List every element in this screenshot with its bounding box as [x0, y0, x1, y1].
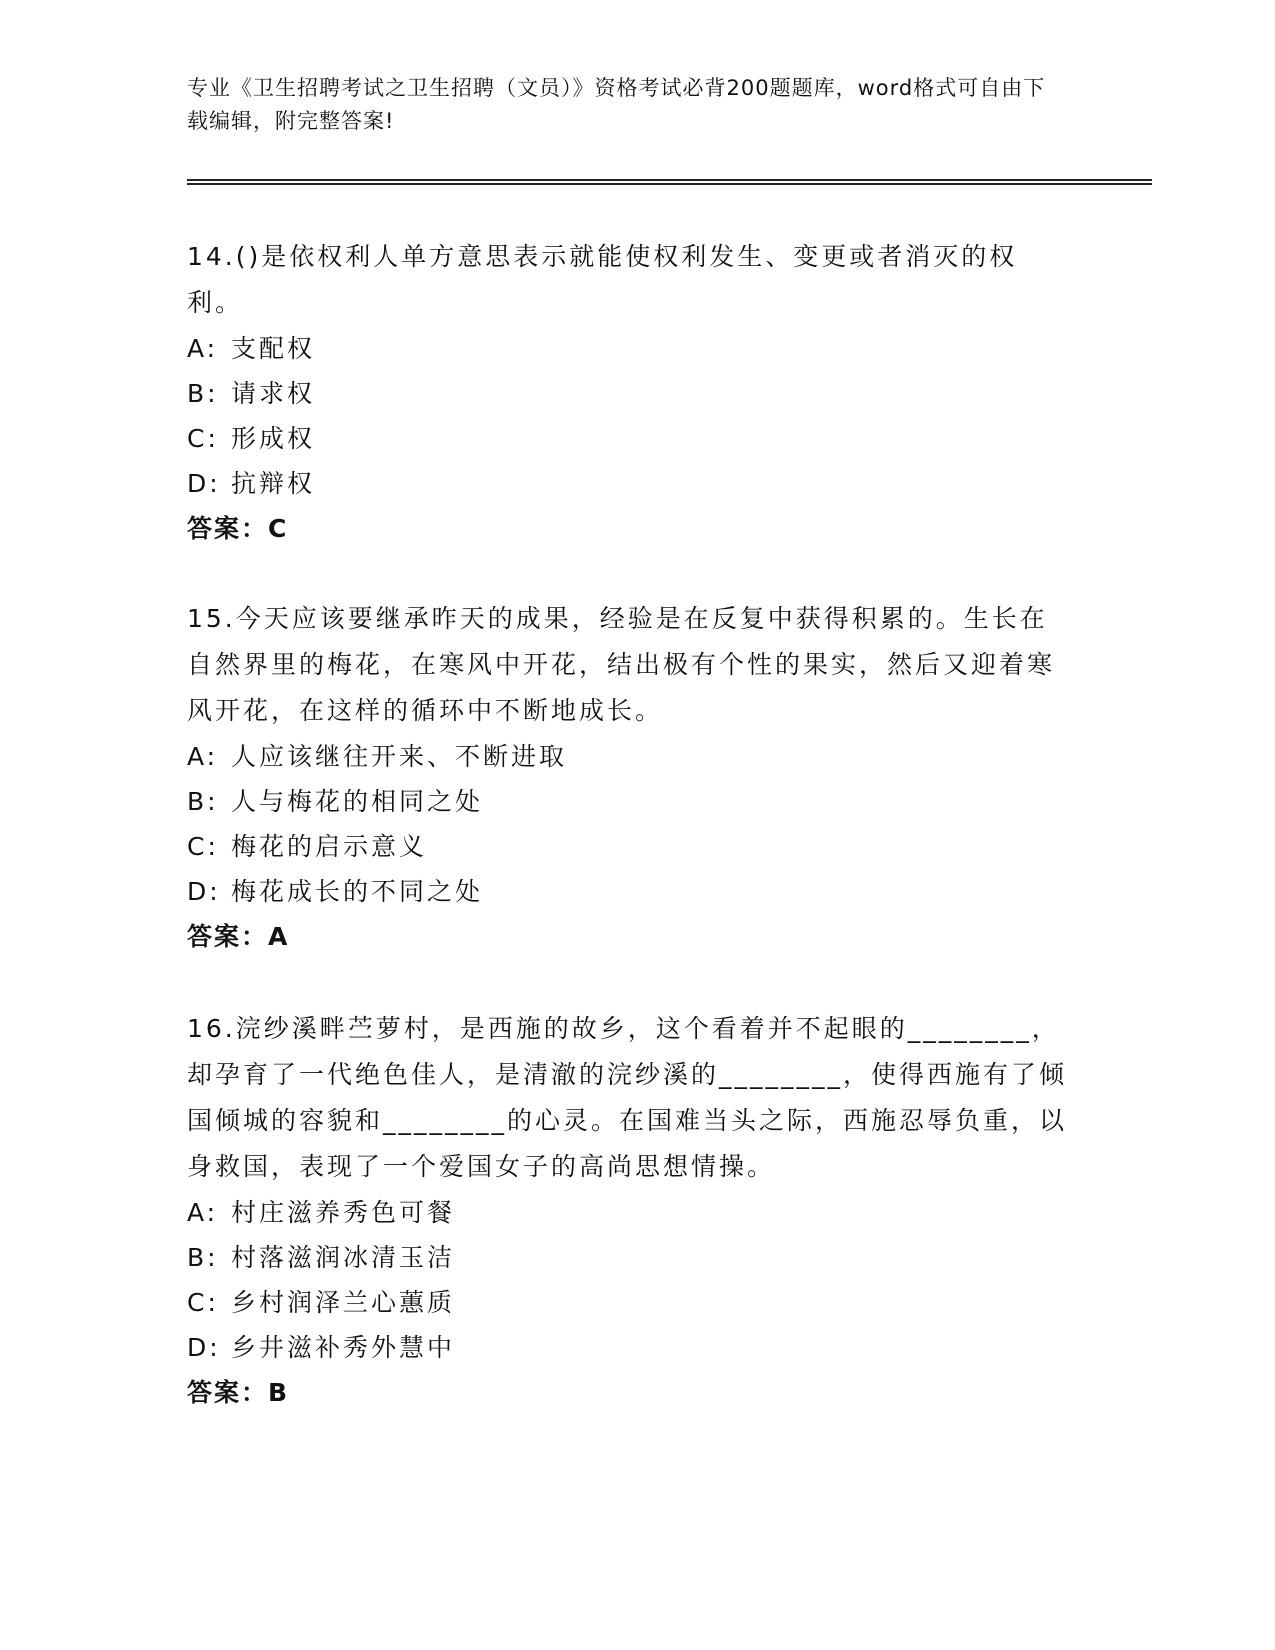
- option-text: 抗辩权: [231, 469, 316, 498]
- question-15: [187, 596, 1067, 960]
- question-stem: 15.今天应该要继承昨天的成果，经验是在反复中获得积累的。生长在自然界里的梅花，在寒风中开花，结出极有个性的果实，然后又迎着寒风开花，在这样的循环中不断地成长。: [187, 604, 1056, 725]
- option-letter: A:: [187, 742, 219, 771]
- option-text: 形成权: [231, 424, 316, 453]
- header-double-rule: [187, 179, 1152, 185]
- option-text: 支配权: [231, 334, 316, 363]
- option-a: [187, 734, 1067, 779]
- option-d: [187, 461, 1067, 506]
- option-d: [187, 1325, 1067, 1370]
- option-text: 请求权: [231, 379, 316, 408]
- answer-line: 答案：A: [187, 922, 290, 951]
- option-text: 乡村润泽兰心蕙质: [231, 1288, 456, 1317]
- option-letter: B:: [187, 787, 219, 816]
- option-letter: B:: [187, 1243, 219, 1272]
- option-letter: A:: [187, 334, 219, 363]
- option-letter: C:: [187, 1288, 219, 1317]
- option-d: [187, 869, 1067, 914]
- option-text: 梅花的启示意义: [231, 832, 428, 861]
- option-a: [187, 1190, 1067, 1235]
- option-c: [187, 416, 1067, 461]
- option-text: 村落滋润冰清玉洁: [231, 1243, 456, 1272]
- option-text: 乡井滋补秀外慧中: [231, 1333, 456, 1362]
- option-letter: A:: [187, 1198, 219, 1227]
- answer-line: 答案：C: [187, 514, 289, 543]
- option-b: [187, 371, 1067, 416]
- question-stem: 16.浣纱溪畔苎萝村，是西施的故乡，这个看着并不起眼的________，却孕育了一代绝色佳人，是清澈的浣纱溪的________，使得西施有了倾国倾城的容貌和________的心灵。在国难当头之际，西施忍辱负重，以身救国，表现了一个爱国女子的高尚思想情操。: [187, 1014, 1068, 1181]
- question-16: [187, 1006, 1067, 1416]
- option-c: [187, 1280, 1067, 1325]
- option-c: [187, 824, 1067, 869]
- question-14: [187, 234, 1067, 552]
- question-stem: 14.()是依权利人单方意思表示就能使权利发生、变更或者消灭的权利。: [187, 242, 1018, 317]
- option-letter: D:: [187, 1333, 221, 1362]
- option-text: 梅花成长的不同之处: [231, 877, 484, 906]
- option-letter: B:: [187, 379, 219, 408]
- answer-line: 答案：B: [187, 1378, 290, 1407]
- page-header: 专业《卫生招聘考试之卫生招聘（文员）》资格考试必背200题题库，word格式可自由下载编辑，附完整答案!: [187, 76, 1046, 133]
- option-a: [187, 326, 1067, 371]
- option-letter: D:: [187, 877, 221, 906]
- option-b: [187, 1235, 1067, 1280]
- option-letter: C:: [187, 832, 219, 861]
- option-letter: C:: [187, 424, 219, 453]
- option-b: [187, 779, 1067, 824]
- option-text: 人与梅花的相同之处: [231, 787, 484, 816]
- option-text: 人应该继往开来、不断进取: [231, 742, 568, 771]
- option-text: 村庄滋养秀色可餐: [231, 1198, 456, 1227]
- option-letter: D:: [187, 469, 221, 498]
